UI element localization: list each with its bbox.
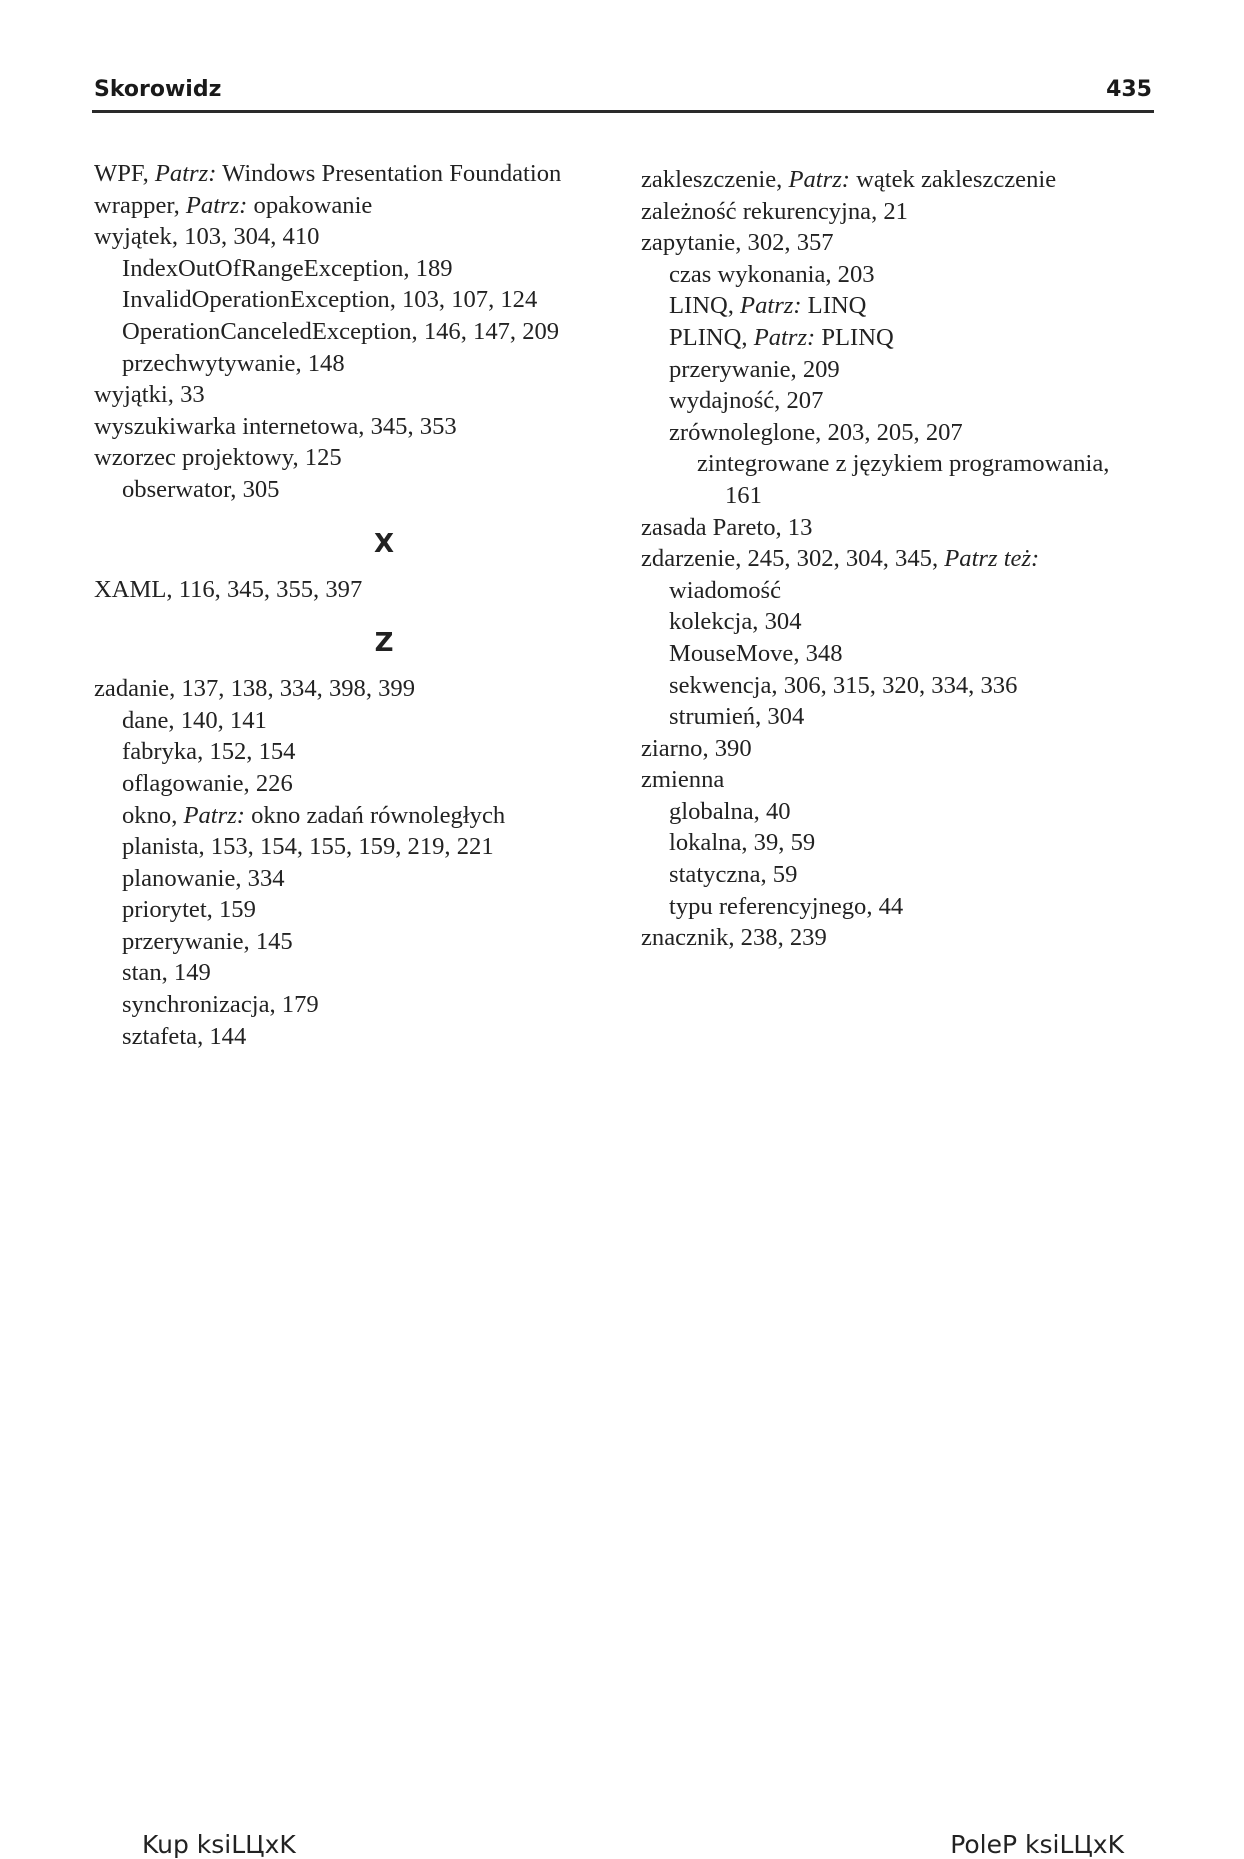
index-entry: wyszukiwarka internetowa, 345, 353 [94,412,457,440]
index-subentry: obserwator, 305 [122,475,280,503]
running-head-title: Skorowidz [94,77,222,102]
index-subentry: czas wykonania, 203 [669,260,875,288]
entries-w [94,158,614,506]
index-entry: ziarno, 390 [641,734,752,762]
index-entry: wyjątki, 33 [94,381,205,409]
entries-z-continued [641,164,1161,954]
index-entry: XAML, 116, 345, 355, 397 [94,575,363,603]
index-subentry: planowanie, 334 [122,864,285,892]
index-entry: znacznik, 238, 239 [641,924,827,952]
index-subentry: dane, 140, 141 [122,706,267,734]
index-subentry: wiadomość [669,576,782,604]
index-subentry: priorytet, 159 [122,896,256,924]
index-subentry: oflagowanie, 226 [122,769,293,797]
index-subentry: okno, Patrz: okno zadań równoległych [122,801,506,829]
page-number: 435 [1106,77,1152,102]
index-subentry: MouseMove, 348 [669,639,843,667]
index-subentry: InvalidOperationException, 103, 107, 124 [122,286,538,314]
index-subentry: synchronizacja, 179 [122,991,319,1019]
index-entry: zmienna [641,766,725,794]
index-subentry: zrównoleglone, 203, 205, 207 [669,418,963,446]
index-subentry: LINQ, Patrz: LINQ [669,292,867,320]
index-entry: zależność rekurencyjna, 21 [641,197,908,225]
index-subentry: statyczna, 59 [669,861,798,889]
footer-left-link[interactable]: Kup ksiLЦxK [142,1830,296,1859]
index-subentry: IndexOutOfRangeException, 189 [122,254,453,282]
index-subentry: przerywanie, 145 [122,927,293,955]
index-entry: zasada Pareto, 13 [641,513,813,541]
entries-z [94,673,614,1052]
index-subentry: typu referencyjnego, 44 [669,892,904,920]
index-subentry: OperationCanceledException, 146, 147, 209 [122,317,560,345]
index-subentry: przechwytywanie, 148 [122,349,345,377]
footer-right-link[interactable]: PoleP ksiLЦxK [950,1830,1124,1859]
index-subentry: globalna, 40 [669,797,791,825]
index-column-left [94,158,614,1052]
index-entry: zdarzenie, 245, 302, 304, 345, Patrz też: [641,545,1040,573]
index-entry: wyjątek, 103, 304, 410 [94,223,320,251]
index-subentry: wydajność, 207 [669,387,824,415]
index-subentry: 161 [725,481,762,509]
index-subentry: zintegrowane z językiem programowania, [697,450,1110,478]
index-subentry: strumień, 304 [669,703,805,731]
index-entry: zadanie, 137, 138, 334, 398, 399 [94,675,416,703]
index-subentry: lokalna, 39, 59 [669,829,816,857]
index-entry: wzorzec projektowy, 125 [94,444,342,472]
index-subentry: przerywanie, 209 [669,355,840,383]
index-column-right [641,164,1161,954]
index-entry: zakleszczenie, Patrz: wątek zakleszczenie [641,166,1057,193]
entries-x [94,574,614,606]
index-entry: WPF, Patrz: Windows Presentation Foundation [94,160,562,187]
index-subentry: stan, 149 [122,959,211,987]
index-subentry: sekwencja, 306, 315, 320, 334, 336 [669,671,1018,699]
index-subentry: fabryka, 152, 154 [122,738,296,766]
index-subentry: PLINQ, Patrz: PLINQ [669,323,894,351]
index-subentry: kolekcja, 304 [669,608,802,636]
page-header [92,76,1154,113]
section-heading-z: Z [374,628,394,659]
index-entry: zapytanie, 302, 357 [641,229,834,257]
index-subentry: planista, 153, 154, 155, 159, 219, 221 [122,833,494,861]
index-entry: wrapper, Patrz: opakowanie [94,191,373,219]
index-subentry: sztafeta, 144 [122,1022,247,1050]
section-heading-x: X [373,528,395,559]
